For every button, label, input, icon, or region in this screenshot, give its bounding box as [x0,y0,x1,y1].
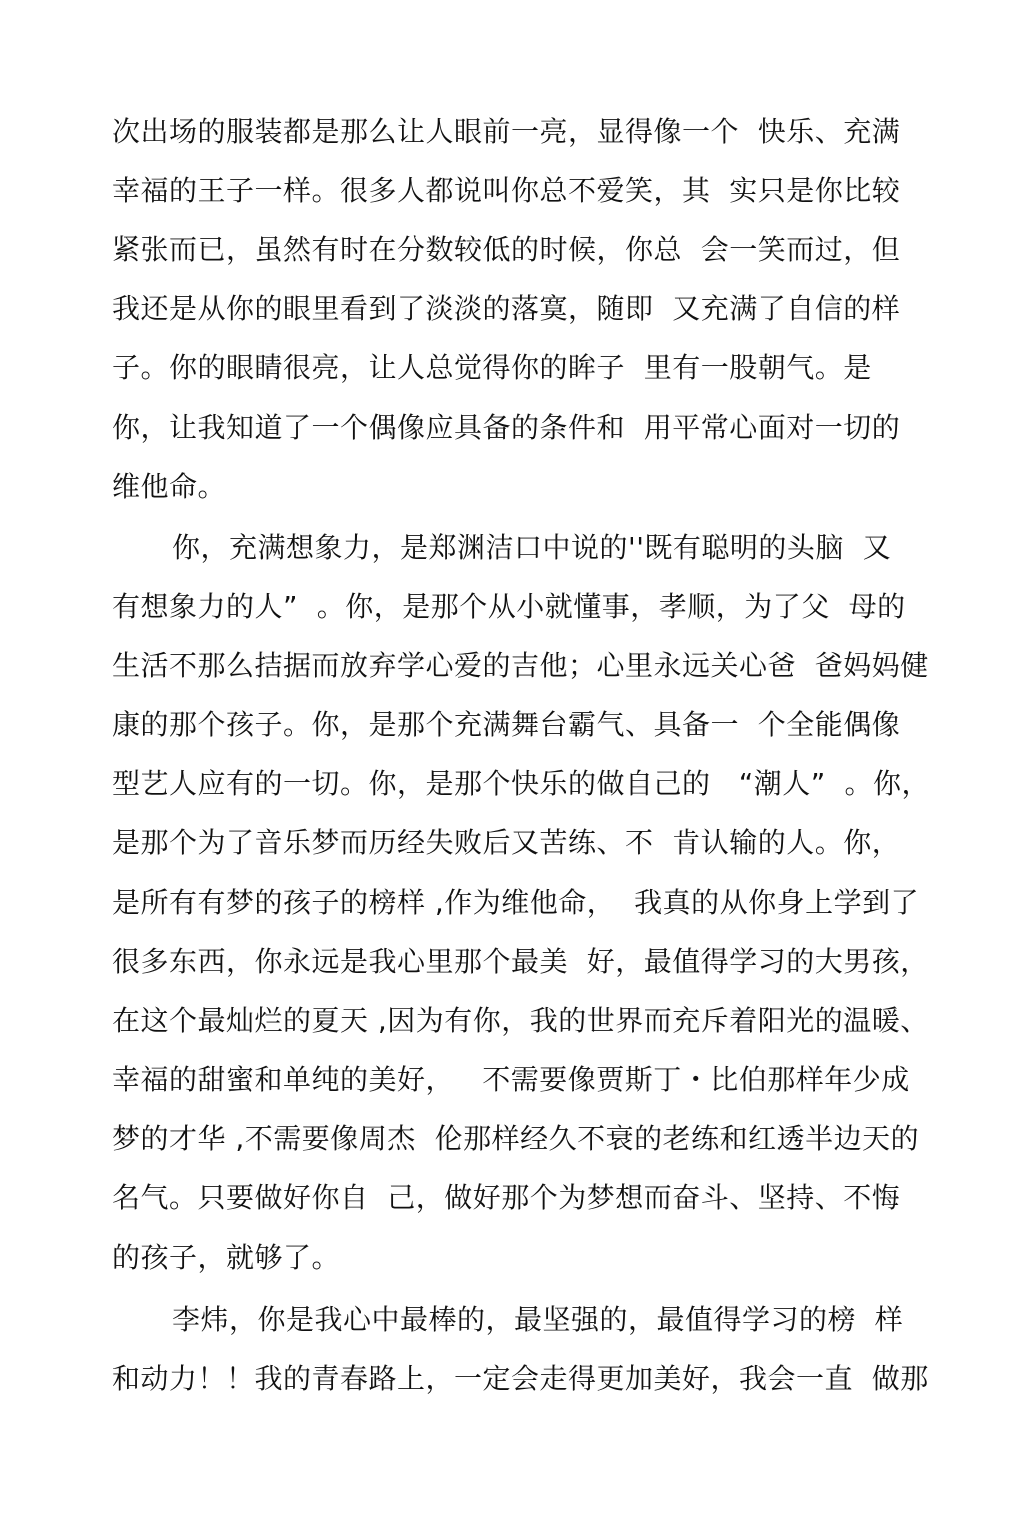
text-line: 紧张而已，虽然有时在分数较低的时候，你总 会一笑而过，但 [112,233,901,266]
text-line: 和动力！！我的青春路上，一定会走得更加美好，我会一直 做那 [112,1362,929,1395]
text-line: 是所有有梦的孩子的榜样 ,作为维他命， 我真的从你身上学到了 [112,886,920,919]
text-line: 很多东西，你永远是我心里那个最美 好，最值得学习的大男孩， [112,945,929,978]
text-line: 在这个最灿烂的夏天 ,因为有你，我的世界而充斥着阳光的温暖、 [112,1004,929,1037]
text-line: 幸福的王子一样。很多人都说叫你总不爱笑，其 实只是你比较 [112,174,901,207]
text-line: 我还是从你的眼里看到了淡淡的落寞，随即 又充满了自信的样 [112,292,901,325]
text-line: 子。你的眼睛很亮，让人总觉得你的眸子 里有一股朝气。是 [112,351,872,384]
text-line: 次出场的服装都是那么让人眼前一亮，显得像一个 快乐、充满 [112,115,901,148]
text-line: 型艺人应有的一切。你，是那个快乐的做自己的 “潮人” 。你， [112,767,931,800]
text-line: 的孩子，就够了。 [112,1241,341,1274]
text-line: 有想象力的人” 。你，是那个从小就懂事，孝顺，为了父 母的 [112,590,906,623]
text-line: 你，让我知道了一个偶像应具备的条件和 用平常心面对一切的 [112,411,901,444]
text-line: 幸福的甜蜜和单纯的美好， 不需要像贾斯丁・比伯那样年少成 [112,1063,910,1096]
text-line: 名气。只要做好你自 己，做好那个为梦想而奋斗、坚持、不悔 [112,1181,901,1214]
text-line: 是那个为了音乐梦而历经失败后又苦练、不 肯认输的人。你， [112,826,901,859]
text-line: 生活不那么拮据而放弃学心爱的吉他；心里永远关心爸 爸妈妈健 [112,649,929,682]
paragraph-start-line: 李炜，你是我心中最棒的，最坚强的，最值得学习的榜 样 [172,1303,904,1336]
text-line: 维他命。 [112,470,227,503]
paragraph-start-line: 你，充满想象力，是郑渊洁口中说的''既有聪明的头脑 又 [172,531,892,564]
text-line: 梦的才华 ,不需要像周杰 伦那样经久不衰的老练和红透半边天的 [112,1122,920,1155]
text-line: 康的那个孩子。你，是那个充满舞台霸气、具备一 个全能偶像 [112,708,901,741]
